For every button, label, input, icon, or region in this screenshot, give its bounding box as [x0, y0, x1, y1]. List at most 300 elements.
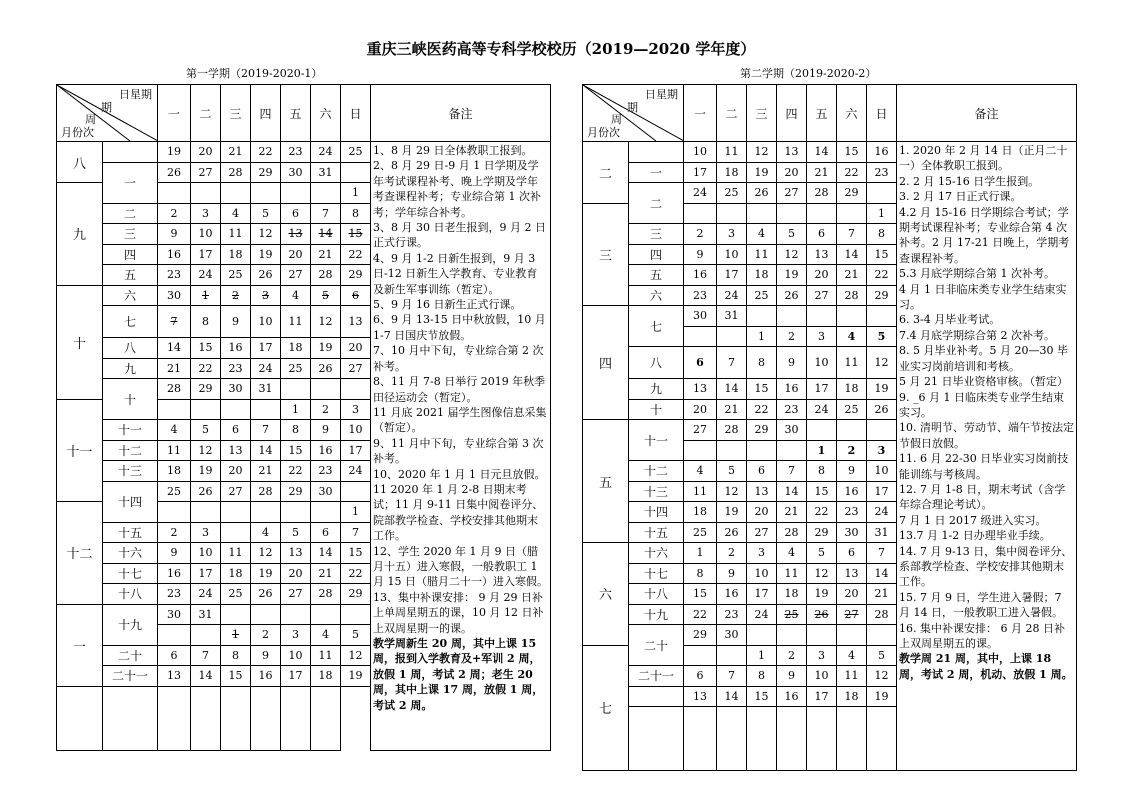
date-cell: 1	[341, 183, 371, 204]
note-item: 1、8 月 29 日全体教职工报到。	[373, 144, 533, 157]
week-cell: 二十	[629, 625, 684, 666]
date-cell: 17	[717, 265, 747, 286]
month-cell: 十二	[57, 502, 103, 605]
note-item: 10、2020 年 1 月 1 日元旦放假。	[373, 467, 546, 481]
date-cell	[221, 686, 251, 750]
date-cell	[777, 625, 807, 646]
date-cell: 15	[191, 338, 221, 359]
corner-month-week-label: 月份次	[587, 126, 620, 139]
date-cell: 2	[158, 522, 191, 543]
date-cell: 3	[807, 326, 837, 347]
date-cell	[684, 440, 717, 461]
date-cell: 8	[221, 645, 251, 666]
date-cell	[747, 707, 777, 771]
date-cell: 9	[251, 645, 281, 666]
date-cell: 12	[777, 244, 807, 265]
semester-2-label: 第二学期（2019-2020-2）	[740, 67, 877, 80]
corner-week-label: 周	[611, 113, 622, 126]
date-cell: 30	[717, 625, 747, 646]
date-cell	[717, 326, 747, 347]
date-cell	[684, 203, 717, 224]
date-cell: 2	[311, 399, 341, 420]
note-item: 7、10 月中下旬，专业综合第 2 次补考。	[373, 344, 544, 373]
note-item: 15. 7 月 9 日，学生进入暑假；7 月 14 日，一般教职工进入暑假。	[899, 590, 1063, 620]
date-cell: 15	[221, 666, 251, 687]
date-cell: 4	[281, 285, 311, 306]
date-cell	[777, 306, 807, 327]
date-cell: 18	[684, 502, 717, 523]
date-cell	[807, 625, 837, 646]
week-cell: 七	[629, 306, 684, 347]
date-cell: 20	[837, 584, 867, 605]
date-cell: 30	[684, 306, 717, 327]
date-cell: 7	[191, 645, 221, 666]
date-cell: 25	[281, 358, 311, 379]
week-cell: 一	[103, 162, 158, 203]
date-cell: 28	[867, 604, 897, 625]
week-cell: 六	[103, 285, 158, 306]
date-cell: 16	[221, 338, 251, 359]
date-cell: 7	[717, 347, 747, 379]
date-cell: 17	[341, 440, 371, 461]
date-cell: 15	[837, 142, 867, 163]
date-cell: 30	[158, 285, 191, 306]
date-cell: 7	[311, 203, 341, 224]
date-cell: 3	[191, 522, 221, 543]
date-cell: 21	[311, 563, 341, 584]
date-cell: 8	[747, 666, 777, 687]
date-cell: 9	[158, 224, 191, 245]
note-item: 12、学生 2020 年 1 月 9 日（腊月十五）进入寒假，一般教职工 1 月 15 日（腊月二十一）进入寒假。	[373, 544, 548, 589]
date-cell: 4	[837, 326, 867, 347]
date-cell: 9	[717, 563, 747, 584]
date-cell: 29	[341, 584, 371, 605]
date-cell	[311, 604, 341, 625]
month-cell: 二	[583, 142, 629, 204]
date-cell: 13	[221, 440, 251, 461]
weekday-header: 四	[251, 85, 281, 142]
date-cell: 1	[807, 440, 837, 461]
date-cell: 19	[251, 244, 281, 265]
date-cell: 27	[191, 162, 221, 183]
date-cell: 19	[158, 142, 191, 163]
date-cell: 19	[867, 686, 897, 707]
date-cell: 28	[837, 285, 867, 306]
weekday-header: 日	[867, 85, 897, 142]
date-cell: 24	[311, 142, 341, 163]
date-cell: 5	[311, 285, 341, 306]
date-cell: 10	[191, 224, 221, 245]
date-cell: 6	[311, 522, 341, 543]
date-cell: 24	[867, 502, 897, 523]
date-cell: 17	[747, 584, 777, 605]
date-cell	[191, 686, 221, 750]
week-cell: 十六	[629, 543, 684, 564]
date-cell	[158, 625, 191, 646]
date-cell: 4	[777, 543, 807, 564]
date-cell	[867, 183, 897, 204]
date-cell: 3	[867, 440, 897, 461]
month-cell: 四	[583, 306, 629, 420]
date-cell: 18	[837, 686, 867, 707]
date-cell: 14	[777, 481, 807, 502]
date-cell: 14	[191, 666, 221, 687]
date-cell: 23	[717, 604, 747, 625]
date-cell: 22	[341, 244, 371, 265]
date-cell: 31	[867, 522, 897, 543]
date-cell: 16	[777, 379, 807, 400]
month-cell: 十	[57, 285, 103, 399]
date-cell: 1	[191, 285, 221, 306]
date-cell: 29	[807, 522, 837, 543]
date-cell	[807, 420, 837, 441]
date-cell: 30	[311, 481, 341, 502]
date-cell: 7	[777, 461, 807, 482]
date-cell: 1	[867, 203, 897, 224]
date-cell: 17	[281, 666, 311, 687]
date-cell: 3	[281, 625, 311, 646]
date-cell: 13	[281, 543, 311, 564]
date-cell: 5	[717, 461, 747, 482]
date-cell	[777, 440, 807, 461]
date-cell: 24	[251, 358, 281, 379]
date-cell: 1	[221, 625, 251, 646]
date-cell: 28	[311, 265, 341, 286]
date-cell: 3	[191, 203, 221, 224]
date-cell: 5	[867, 645, 897, 666]
date-cell: 7	[717, 666, 747, 687]
note-item: 11 2020 年 1 月 2-8 日期末考试；11 月 9-11 日集中阅卷评分、院部教学检查、学校安排其他期末工作。	[373, 482, 544, 543]
date-cell	[747, 440, 777, 461]
week-cell: 十	[629, 399, 684, 420]
week-cell: 四	[629, 244, 684, 265]
note-item: 12. 7 月 1-8 日，期末考试（含学年综合理论考试）。	[899, 482, 1066, 512]
date-cell: 22	[807, 502, 837, 523]
date-cell: 7	[251, 420, 281, 441]
date-cell: 11	[777, 563, 807, 584]
note-item: 2、8 月 29 日-9 月 1 日学期及学年考试课程补考、晚上学期及学年考查课程补考；专业综合第 1 次补考；学年综合补考。	[373, 159, 541, 219]
corner-week-label: 周	[85, 113, 96, 126]
date-cell	[341, 162, 371, 183]
date-cell: 15	[807, 481, 837, 502]
date-cell: 10	[251, 306, 281, 338]
month-cell: 六	[583, 543, 629, 646]
date-cell: 21	[867, 584, 897, 605]
date-cell: 22	[837, 162, 867, 183]
date-cell: 6	[281, 203, 311, 224]
weekday-header: 三	[221, 85, 251, 142]
date-cell: 10	[717, 244, 747, 265]
date-cell: 15	[341, 224, 371, 245]
date-cell: 29	[684, 625, 717, 646]
date-cell: 21	[777, 502, 807, 523]
date-cell: 4	[837, 645, 867, 666]
date-cell: 30	[221, 379, 251, 400]
week-cell: 十三	[629, 481, 684, 502]
date-cell: 12	[251, 543, 281, 564]
date-cell: 13	[281, 224, 311, 245]
date-cell: 28	[717, 420, 747, 441]
date-cell: 26	[158, 162, 191, 183]
date-cell	[221, 522, 251, 543]
date-cell	[281, 183, 311, 204]
date-cell	[191, 502, 221, 523]
date-cell	[837, 707, 867, 771]
note-item: 3. 2 月 17 日正式行课。	[899, 190, 1022, 204]
week-cell	[629, 707, 684, 771]
date-cell: 13	[747, 481, 777, 502]
week-cell	[57, 686, 103, 750]
date-cell: 19	[311, 338, 341, 359]
week-cell: 十二	[629, 461, 684, 482]
date-cell: 28	[158, 379, 191, 400]
note-item: 5 月 21 日毕业资格审核。（暂定）	[899, 375, 1068, 389]
calendar-table-2	[582, 84, 1077, 771]
date-cell: 6	[837, 543, 867, 564]
date-cell: 1	[684, 543, 717, 564]
date-cell: 31	[717, 306, 747, 327]
date-cell: 19	[341, 666, 371, 687]
week-cell: 二	[103, 203, 158, 224]
date-cell: 14	[807, 142, 837, 163]
date-cell	[807, 306, 837, 327]
date-cell: 26	[191, 481, 221, 502]
date-cell	[281, 604, 311, 625]
week-cell: 二十一	[103, 666, 158, 687]
date-cell: 9	[311, 420, 341, 441]
note-item: 4 月 1 日非临床类专业学生结束实习。	[899, 282, 1067, 312]
date-cell	[191, 625, 221, 646]
date-cell: 15	[747, 379, 777, 400]
date-cell: 16	[684, 265, 717, 286]
date-cell	[221, 604, 251, 625]
note-item: 2. 2 月 15-16 日学生报到。	[899, 174, 1040, 188]
corner-qi-label: 期	[101, 101, 112, 114]
date-cell: 24	[341, 461, 371, 482]
week-cell: 十一	[629, 420, 684, 461]
date-cell	[807, 203, 837, 224]
calendar-table-1	[56, 84, 551, 751]
date-cell: 19	[747, 162, 777, 183]
note-item: 3、8 月 30 日老生报到，9 月 2 日正式行课。	[373, 221, 546, 250]
date-cell: 22	[747, 399, 777, 420]
date-cell: 7	[867, 543, 897, 564]
date-cell: 8	[341, 203, 371, 224]
date-cell	[311, 502, 341, 523]
date-cell	[837, 203, 867, 224]
date-cell: 12	[251, 224, 281, 245]
week-cell: 十九	[629, 604, 684, 625]
date-cell	[747, 625, 777, 646]
date-cell	[717, 707, 747, 771]
month-cell: 十一	[57, 399, 103, 502]
date-cell: 18	[221, 563, 251, 584]
week-cell	[103, 142, 158, 163]
date-cell: 16	[867, 142, 897, 163]
notes-header: 备注	[897, 85, 1077, 142]
date-cell: 28	[777, 522, 807, 543]
date-cell: 11	[717, 142, 747, 163]
date-cell	[281, 502, 311, 523]
note-item: 9. _6 月 1 日临床类专业学生结束实习。	[899, 390, 1064, 419]
weekday-header: 一	[158, 85, 191, 142]
date-cell: 18	[311, 666, 341, 687]
date-cell: 10	[191, 543, 221, 564]
note-item: 8、11 月 7-8 日举行 2019 年秋季田径运动会（暂定）。	[373, 375, 546, 404]
date-cell: 8	[281, 420, 311, 441]
date-cell: 16	[717, 584, 747, 605]
date-cell: 13	[341, 306, 371, 338]
date-cell: 6	[807, 224, 837, 245]
date-cell: 6	[341, 285, 371, 306]
date-cell: 29	[837, 183, 867, 204]
date-cell: 24	[807, 399, 837, 420]
date-cell	[747, 306, 777, 327]
date-cell	[717, 203, 747, 224]
date-cell: 6	[684, 347, 717, 379]
note-item: 8. 5 月毕业补考。5 月 20—30 毕业实习岗前培训和考核。	[899, 344, 1068, 373]
date-cell: 28	[807, 183, 837, 204]
date-cell: 23	[158, 265, 191, 286]
date-cell: 5	[341, 625, 371, 646]
date-cell	[158, 399, 191, 420]
week-cell: 六	[629, 285, 684, 306]
month-cell: 九	[57, 183, 103, 286]
date-cell: 14	[717, 686, 747, 707]
date-cell: 23	[221, 358, 251, 379]
date-cell: 12	[341, 645, 371, 666]
date-cell: 27	[281, 265, 311, 286]
date-cell: 20	[281, 244, 311, 265]
date-cell	[158, 686, 191, 750]
date-cell: 6	[684, 666, 717, 687]
date-cell: 13	[684, 379, 717, 400]
date-cell: 22	[191, 358, 221, 379]
date-cell: 31	[311, 162, 341, 183]
notes-cell	[897, 142, 1077, 771]
week-cell: 五	[629, 265, 684, 286]
date-cell: 29	[281, 481, 311, 502]
date-cell: 21	[717, 399, 747, 420]
date-cell: 27	[684, 420, 717, 441]
date-cell: 23	[684, 285, 717, 306]
date-cell: 9	[221, 306, 251, 338]
date-cell	[221, 399, 251, 420]
date-cell: 25	[837, 399, 867, 420]
date-cell: 16	[837, 481, 867, 502]
date-cell: 11	[158, 440, 191, 461]
week-cell: 五	[103, 265, 158, 286]
date-cell: 3	[717, 224, 747, 245]
note-item: 7 月 1 日 2017 级进入实习。	[899, 513, 1047, 527]
date-cell: 1	[747, 326, 777, 347]
date-cell: 7	[158, 306, 191, 338]
date-cell	[837, 625, 867, 646]
date-cell: 10	[807, 347, 837, 379]
date-cell	[684, 326, 717, 347]
date-cell: 16	[311, 440, 341, 461]
date-cell	[717, 645, 747, 666]
date-cell: 5	[191, 420, 221, 441]
weekday-header: 四	[777, 85, 807, 142]
date-cell: 24	[684, 183, 717, 204]
date-cell: 18	[281, 338, 311, 359]
date-cell: 28	[251, 481, 281, 502]
week-cell: 二十	[103, 645, 158, 666]
date-cell: 23	[158, 584, 191, 605]
date-cell: 15	[747, 686, 777, 707]
date-cell: 20	[341, 338, 371, 359]
note-item: 5.3 月底学期综合第 1 次补考。	[899, 267, 1055, 281]
date-cell: 23	[867, 162, 897, 183]
date-cell: 14	[867, 563, 897, 584]
date-cell: 1	[747, 645, 777, 666]
date-cell: 3	[251, 285, 281, 306]
date-cell: 14	[311, 543, 341, 564]
date-cell: 26	[807, 604, 837, 625]
date-cell	[311, 686, 341, 750]
date-cell: 4	[684, 461, 717, 482]
date-cell: 14	[837, 244, 867, 265]
date-cell: 21	[311, 244, 341, 265]
week-cell: 三	[629, 224, 684, 245]
date-cell: 5	[281, 522, 311, 543]
date-cell: 6	[221, 420, 251, 441]
week-cell	[629, 142, 684, 163]
date-cell: 22	[341, 563, 371, 584]
date-cell: 4	[311, 625, 341, 646]
date-cell: 17	[867, 481, 897, 502]
date-cell: 25	[777, 604, 807, 625]
date-cell: 16	[158, 244, 191, 265]
date-cell	[251, 604, 281, 625]
date-cell	[341, 604, 371, 625]
date-cell: 12	[191, 440, 221, 461]
date-cell: 9	[158, 543, 191, 564]
weekday-header: 五	[281, 85, 311, 142]
date-cell	[221, 183, 251, 204]
date-cell: 2	[684, 224, 717, 245]
corner-qi-label: 期	[627, 101, 638, 114]
date-cell: 21	[807, 162, 837, 183]
week-cell: 十四	[103, 481, 158, 522]
date-cell: 9	[837, 461, 867, 482]
date-cell: 23	[311, 461, 341, 482]
corner-weekday-label: 日星期	[119, 88, 152, 101]
date-cell: 13	[807, 244, 837, 265]
date-cell: 5	[867, 326, 897, 347]
date-cell	[311, 183, 341, 204]
date-cell: 21	[251, 461, 281, 482]
date-cell: 6	[158, 645, 191, 666]
week-cell: 十二	[103, 440, 158, 461]
note-item: 教学周新生 20 周，其中上课 15 周，报到入学教育及+军训 2 周，放假 1 周，考试 2 周；老生 20 周，其中上课 17 周，放假 1 周，考试 2 周。	[373, 637, 544, 712]
date-cell: 3	[747, 543, 777, 564]
month-cell: 一	[57, 604, 103, 686]
date-cell: 10	[281, 645, 311, 666]
date-cell: 6	[747, 461, 777, 482]
date-cell: 3	[807, 645, 837, 666]
date-cell	[158, 183, 191, 204]
note-item: 11 月底 2021 届学生图像信息采集（暂定）。	[373, 405, 547, 435]
date-cell: 8	[867, 224, 897, 245]
date-cell	[837, 306, 867, 327]
date-cell: 29	[251, 162, 281, 183]
note-item: 6. 3-4 月毕业考试。	[899, 313, 1001, 327]
date-cell: 2	[717, 543, 747, 564]
date-cell: 3	[341, 399, 371, 420]
week-cell: 十四	[629, 502, 684, 523]
